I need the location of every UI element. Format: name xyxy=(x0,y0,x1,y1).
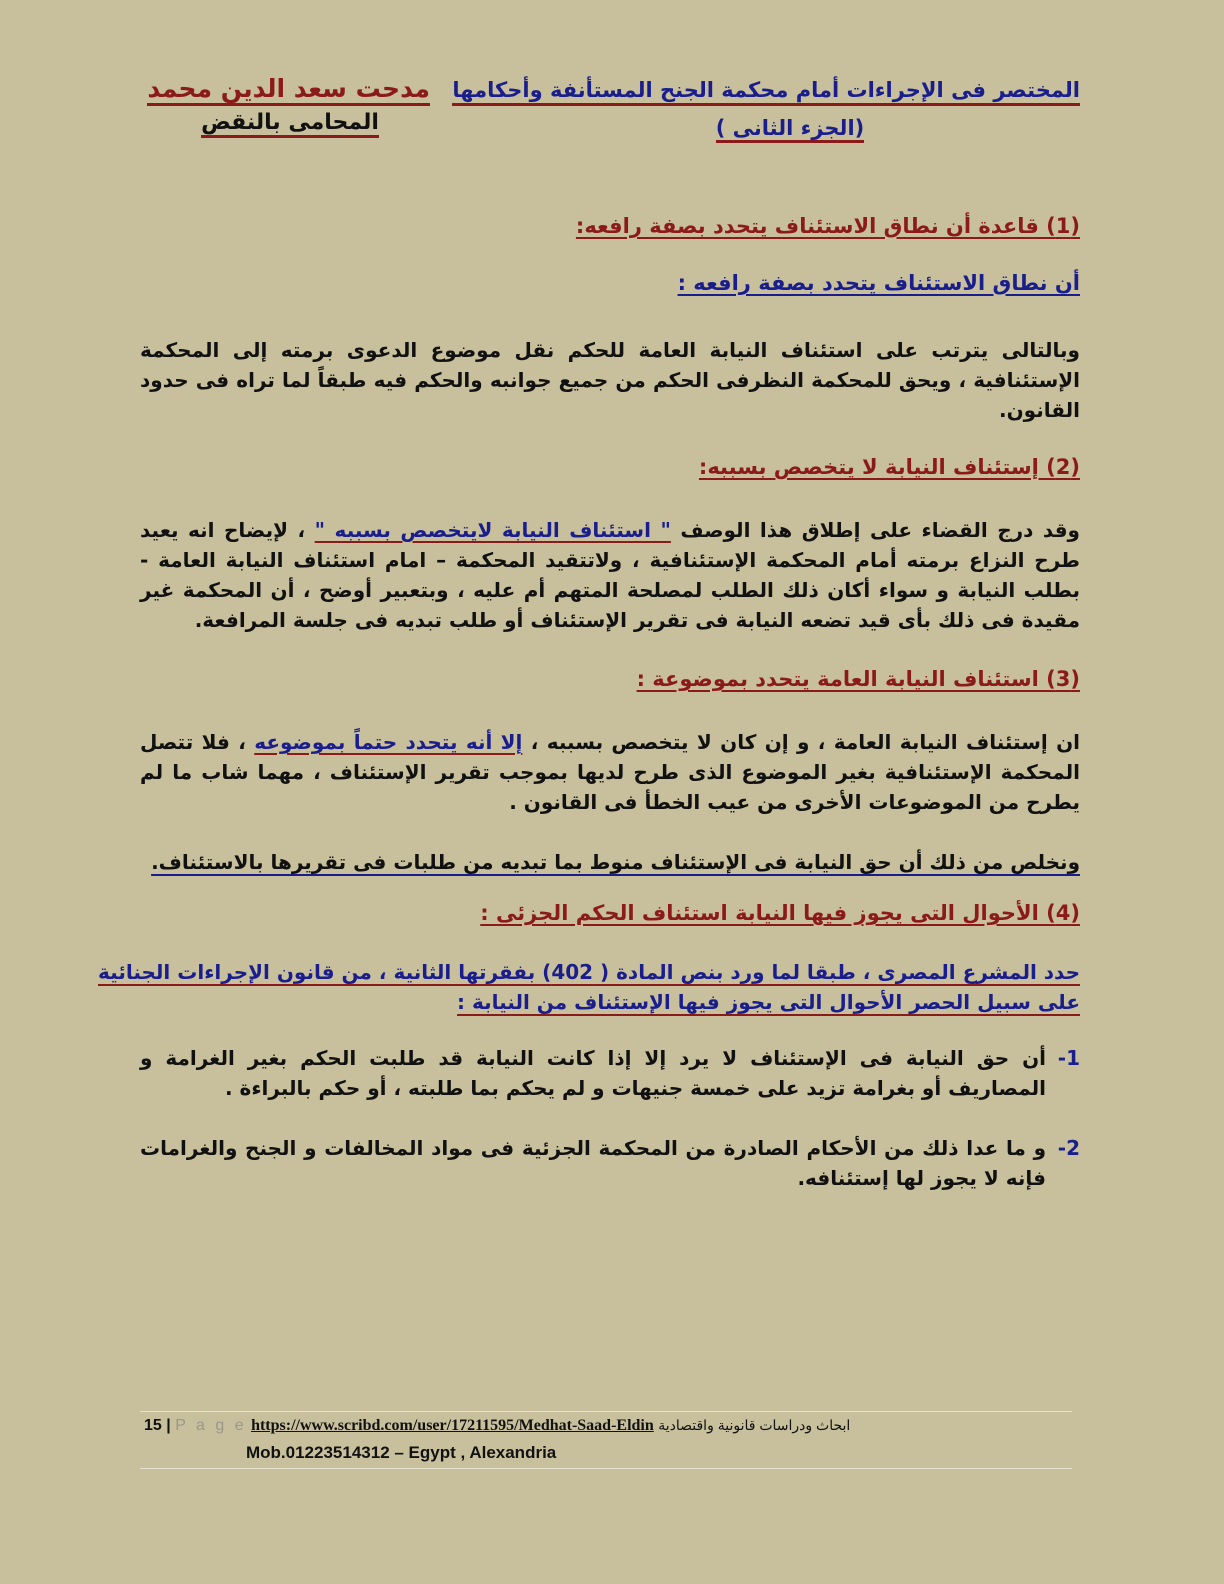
section-2-text-a: وقد درج القضاء على إطلاق هذا الوصف xyxy=(680,518,1080,542)
section-2-text-b: ، لإيضاح انه يعيد طرح النزاع برمته أمام المحكمة الإستئنافية ، ولاتتقيد المحكمة – امام استئناف النيابة العامة - بطلب النيابة و سواء أكان ذلك الطلب لمصلحة المتهم أم عليه ، وبتعبير أوضح ، أن المحكمة غير مقيدة فى ذلك بأى قيد تضعه النيابة فى تقرير الإستئناف أو طلب تبديه فى جلسة المرافعة. xyxy=(140,518,1080,632)
document-title: المختصر فى الإجراءات أمام محكمة الجنح المستأنفة وأحكامها xyxy=(452,78,1080,106)
author-role: المحامى بالنقض xyxy=(201,110,379,138)
list-item-text: و ما عدا ذلك من الأحكام الصادرة من المحكمة الجزئية فى مواد المخالفات و الجنح والغرامات فإنه لا يجوز لها إستئنافه. xyxy=(140,1136,1046,1190)
page-label: P a g e xyxy=(175,1417,247,1434)
section-1-heading: (1) قاعدة أن نطاق الاستئناف يتحدد بصفة رافعه: xyxy=(575,214,1080,238)
section-1-subheading: أن نطاق الاستئناف يتحدد بصفة رافعه : xyxy=(677,271,1080,295)
footer-arabic-note: ابحاث ودراسات قانونية واقتصادية xyxy=(658,1417,851,1433)
conclusion-line: ونخلص من ذلك أن حق النيابة فى الإستئناف منوط بما تبديه من طلبات فى تقريرها بالاستئناف. xyxy=(151,850,1080,874)
list-item-number: 2- xyxy=(1057,1136,1080,1160)
section-3-heading: (3) استئناف النيابة العامة يتحدد بموضوعة : xyxy=(636,667,1080,691)
section-4-line-2: على سبيل الحصر الأحوال التى يجوز فيها الإستئناف من النيابة : xyxy=(457,990,1080,1014)
section-4-line-1: حدد المشرع المصرى ، طبقا لما ورد بنص المادة ( 402) بفقرتها الثانية ، من قانون الإجراءات الجنائية xyxy=(98,960,1080,984)
footer-line-1 xyxy=(144,1417,850,1435)
list-item-text: أن حق النيابة فى الإستئناف لا يرد إلا إذا كانت النيابة قد طلبت الحكم بغير الغرامة و المصاريف أو بغرامة تزيد على خمسة جنيهات و لم يحكم بما طلبته ، أو حكم بالبراءة . xyxy=(140,1046,1046,1100)
document-body xyxy=(98,214,1081,1193)
footer-separator: | xyxy=(166,1417,171,1434)
author-profile-link[interactable]: https://www.scribd.com/user/17211595/Medhat-Saad-Eldin xyxy=(251,1417,654,1434)
section-2-paragraph xyxy=(140,515,1080,635)
section-1-paragraph: وبالتالى يترتب على استئناف النيابة العامة للحكم نقل موضوع الدعوى برمته إلى المحكمة الإستئنافية ، ويحق للمحكمة النظرفى الحكم من جميع جوانبه والحكم فيه طبقاً لما تراه فى حدود القانون. xyxy=(140,338,1080,422)
author-name: مدحت سعد الدين محمد xyxy=(147,74,430,106)
list-item xyxy=(140,1133,1080,1193)
document-header-title-block xyxy=(452,78,1080,143)
section-3-emphasis: إلا أنه يتحدد حتماً بموضوعه xyxy=(254,730,523,754)
section-4-paragraph xyxy=(98,957,1080,1017)
section-3-text-b: ، فلا تتصل المحكمة الإستئنافية بغير الموضوع الذى طرح لديها بموجب تقرير الإستئناف ، مهما شاب ما لم يطرح من الموضوعات الأخرى من عيب الخطأ فى القانون . xyxy=(140,730,1080,814)
author-block xyxy=(147,74,430,138)
page-footer xyxy=(140,1411,1072,1469)
document-subtitle: (الجزء الثانى ) xyxy=(716,116,865,143)
footer-contact: Mob.01223514312 – Egypt , Alexandria xyxy=(246,1443,557,1462)
list-item-number: 1- xyxy=(1057,1046,1080,1070)
section-4-heading: (4) الأحوال التى يجوز فيها النيابة استئناف الحكم الجزئى : xyxy=(480,901,1080,925)
section-2-quote: " استئناف النيابة لايتخصص بسببه " xyxy=(314,518,671,542)
section-3-paragraph xyxy=(140,727,1080,817)
section-3-text-a: ان إستئناف النيابة العامة ، و إن كان لا يتخصص بسببه ، xyxy=(530,730,1081,754)
page-number: 15 xyxy=(144,1417,162,1434)
list-item xyxy=(140,1043,1080,1103)
section-2-heading: (2) إستئناف النيابة لا يتخصص بسببه: xyxy=(698,455,1080,479)
